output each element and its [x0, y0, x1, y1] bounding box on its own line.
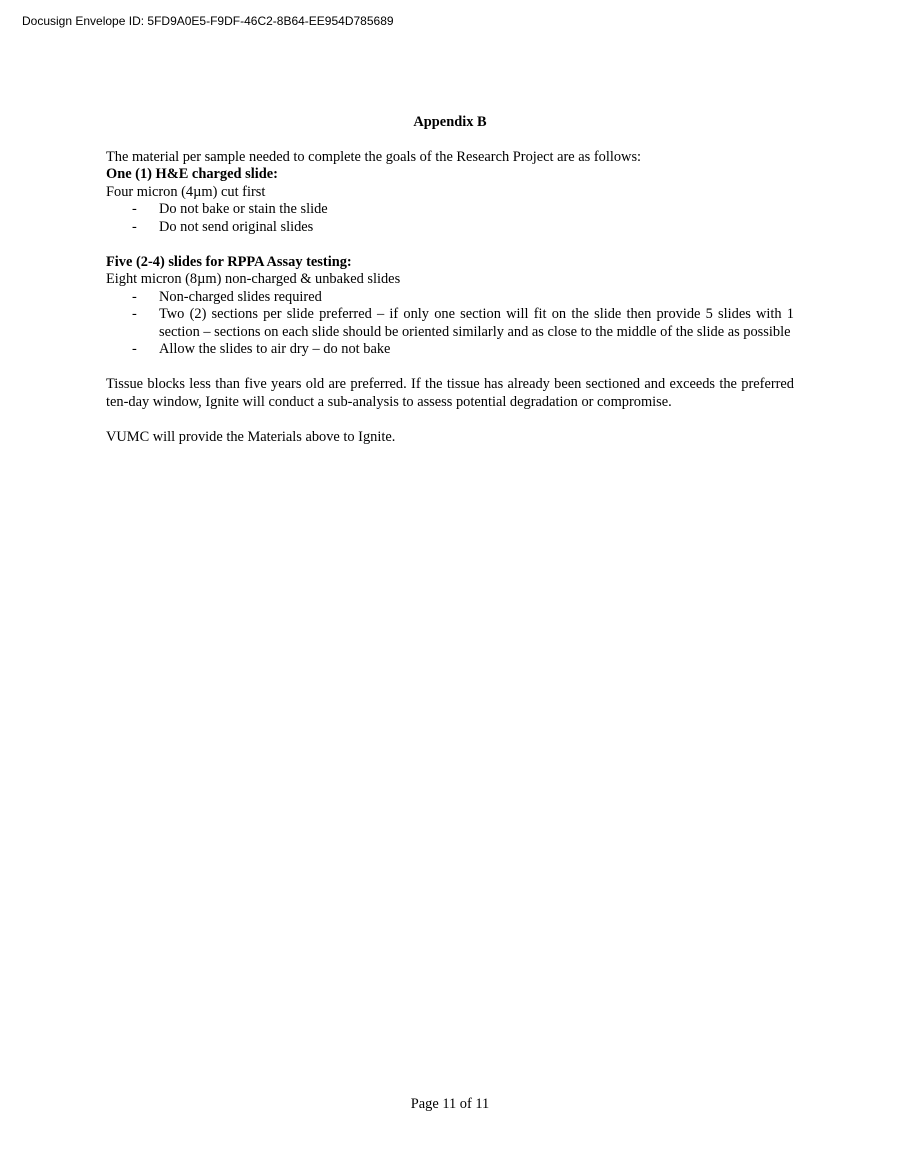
section2-list: [106, 289, 794, 359]
list-item: [106, 306, 794, 341]
dash-bullet: -: [132, 306, 137, 322]
document-body: [106, 114, 794, 446]
section2-heading: Five (2-4) slides for RPPA Assay testing:: [106, 253, 352, 270]
spacer: [106, 359, 794, 377]
section1-list: [106, 201, 794, 236]
paragraph-tissue-blocks: Tissue blocks less than five years old are preferred. If the tissue has already been sectioned and exceeds the preferred ten-day window, Ignite will conduct a sub-analysis to assess potential degradation or compromise.: [106, 376, 794, 410]
list-item-text: Do not bake or stain the slide: [159, 201, 328, 217]
dash-bullet: -: [132, 218, 137, 235]
list-item: [106, 201, 794, 219]
spacer: [106, 411, 794, 429]
list-item-text: Do not send original slides: [159, 218, 314, 235]
list-item-text: Non-charged slides required: [159, 288, 322, 305]
dash-bullet: -: [132, 288, 137, 305]
section1-subtext: Four micron (4µm) cut first: [106, 183, 266, 200]
list-item-text: Allow the slides to air dry – do not bake: [159, 341, 391, 357]
envelope-id: Docusign Envelope ID: 5FD9A0E5-F9DF-46C2-8B64-EE954D785689: [22, 14, 394, 28]
section2-subtext: Eight micron (8µm) non-charged & unbaked slides: [106, 271, 401, 287]
page-title: Appendix B: [413, 114, 487, 130]
list-item: [106, 341, 794, 359]
list-item: [106, 219, 794, 237]
spacer: [106, 236, 794, 254]
section1-heading: One (1) H&E charged slide:: [106, 166, 278, 182]
paragraph-vumc: VUMC will provide the Materials above to Ignite.: [106, 428, 396, 445]
dash-bullet: -: [132, 201, 137, 217]
list-item-text: Two (2) sections per slide preferred – if only one section will fit on the slide then provide 5 slides with 1 section – sections on each slide should be oriented similarly and as close to the middle of the slide as possible: [159, 306, 794, 340]
dash-bullet: -: [132, 341, 137, 357]
list-item: [106, 289, 794, 307]
page-number: Page 11 of 11: [410, 1096, 490, 1112]
intro-text: The material per sample needed to complete the goals of the Research Project are as follows:: [106, 148, 642, 165]
